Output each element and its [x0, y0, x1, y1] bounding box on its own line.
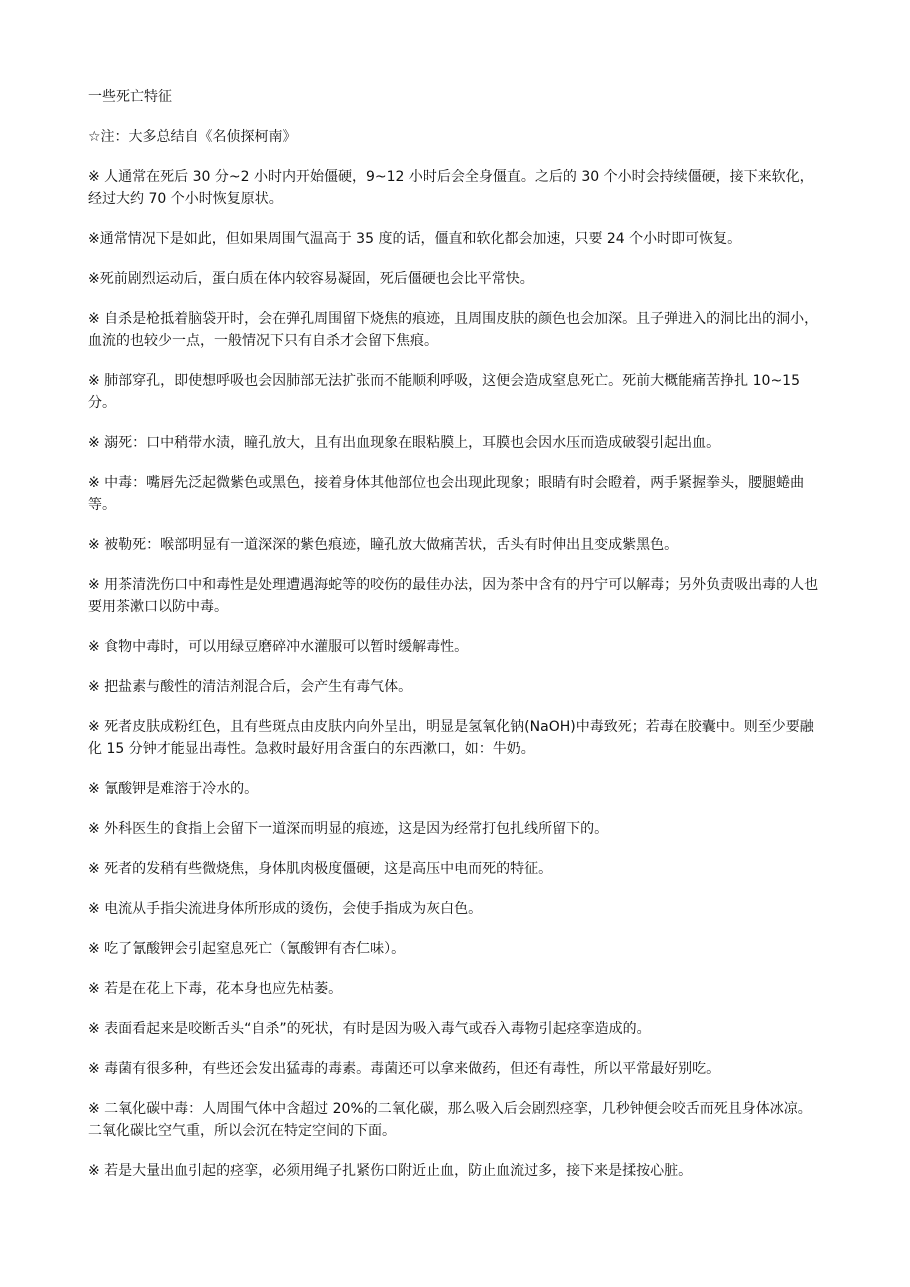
paragraph-item: ※ 把盐素与酸性的清洁剂混合后，会产生有毒气体。 — [88, 679, 413, 695]
paragraph-item: ※ 中毒：嘴唇先泛起微紫色或黑色，接着身体其他部位也会出现此现象；眼睛有时会瞪着，两手紧握拳头，腰腿蜷曲等。 — [88, 475, 805, 513]
paragraph-item: ※死前剧烈运动后，蛋白质在体内较容易凝固，死后僵硬也会比平常快。 — [88, 271, 534, 287]
paragraph-item: ※ 电流从手指尖流进身体所形成的烫伤，会使手指成为灰白色。 — [88, 901, 483, 917]
paragraph-item: ※ 吃了氰酸钾会引起窒息死亡（氰酸钾有杏仁味）。 — [88, 941, 406, 957]
source-note: ☆注：大多总结自《名侦探柯南》 — [88, 129, 297, 145]
document-page — [88, 86, 824, 1200]
paragraph-item: ※ 溺死：口中稍带水渍，瞳孔放大，且有出血现象在眼粘膜上，耳膜也会因水压而造成破裂引起出血。 — [88, 435, 721, 451]
paragraph-item: ※ 死者的发稍有些微烧焦，身体肌肉极度僵硬，这是高压中电而死的特征。 — [88, 861, 553, 877]
paragraph-item: ※通常情况下是如此，但如果周围气温高于 35 度的话，僵直和软化都会加速，只要 24 个小时即可恢复。 — [88, 231, 742, 247]
paragraph-item: ※ 用茶清洗伤口中和毒性是处理遭遇海蛇等的咬伤的最佳办法，因为茶中含有的丹宁可以解毒；另外负责吸出毒的人也要用茶漱口以防中毒。 — [88, 577, 819, 615]
paragraph-item: ※ 若是大量出血引起的痉挛，必须用绳子扎紧伤口附近止血，防止血流过多，接下来是揉按心脏。 — [88, 1163, 693, 1179]
paragraph-item: ※ 氰酸钾是难溶于冷水的。 — [88, 781, 259, 797]
paragraph-item: ※ 若是在花上下毒，花本身也应先枯萎。 — [88, 981, 343, 997]
document-title: 一些死亡特征 — [88, 89, 172, 105]
paragraph-item: ※ 肺部穿孔，即使想呼吸也会因肺部无法扩张而不能顺利呼吸，这便会造成窒息死亡。死前大概能痛苦挣扎 10~15 分。 — [88, 373, 800, 411]
paragraph-item: ※ 自杀是枪抵着脑袋开时，会在弹孔周围留下烧焦的痕迹，且周围皮肤的颜色也会加深。且子弹进入的洞比出的洞小，血流的也较少一点，一般情况下只有自杀才会留下焦痕。 — [88, 311, 819, 349]
paragraph-item: ※ 死者皮肤成粉红色，且有些斑点由皮肤内向外呈出，明显是氢氧化钠(NaOH)中毒致死；若毒在胶囊中。则至少要融化 15 分钟才能显出毒性。急救时最好用含蛋白的东西漱口，如：牛奶。 — [88, 719, 814, 757]
paragraph-item: ※ 毒菌有很多种，有些还会发出猛毒的毒素。毒菌还可以拿来做药，但还有毒性，所以平常最好别吃。 — [88, 1061, 721, 1077]
paragraph-item: ※ 外科医生的食指上会留下一道深而明显的痕迹，这是因为经常打包扎线所留下的。 — [88, 821, 609, 837]
paragraph-item: ※ 食物中毒时，可以用绿豆磨碎冲水灌服可以暂时缓解毒性。 — [88, 639, 469, 655]
paragraph-item: ※ 被勒死：喉部明显有一道深深的紫色痕迹，瞳孔放大做痛苦状，舌头有时伸出且变成紫黑色。 — [88, 537, 679, 553]
paragraph-item: ※ 人通常在死后 30 分~2 小时内开始僵硬，9~12 小时后会全身僵直。之后的 30 个小时会持续僵硬，接下来软化，经过大约 70 个小时恢复原状。 — [88, 169, 814, 207]
paragraph-item: ※ 表面看起来是咬断舌头“自杀”的死状，有时是因为吸入毒气或吞入毒物引起痉挛造成的。 — [88, 1021, 651, 1037]
paragraph-item: ※ 二氧化碳中毒：人周围气体中含超过 20%的二氧化碳，那么吸入后会剧烈痉挛，几秒钟便会咬舌而死且身体冰凉。二氧化碳比空气重，所以会沉在特定空间的下面。 — [88, 1101, 812, 1139]
